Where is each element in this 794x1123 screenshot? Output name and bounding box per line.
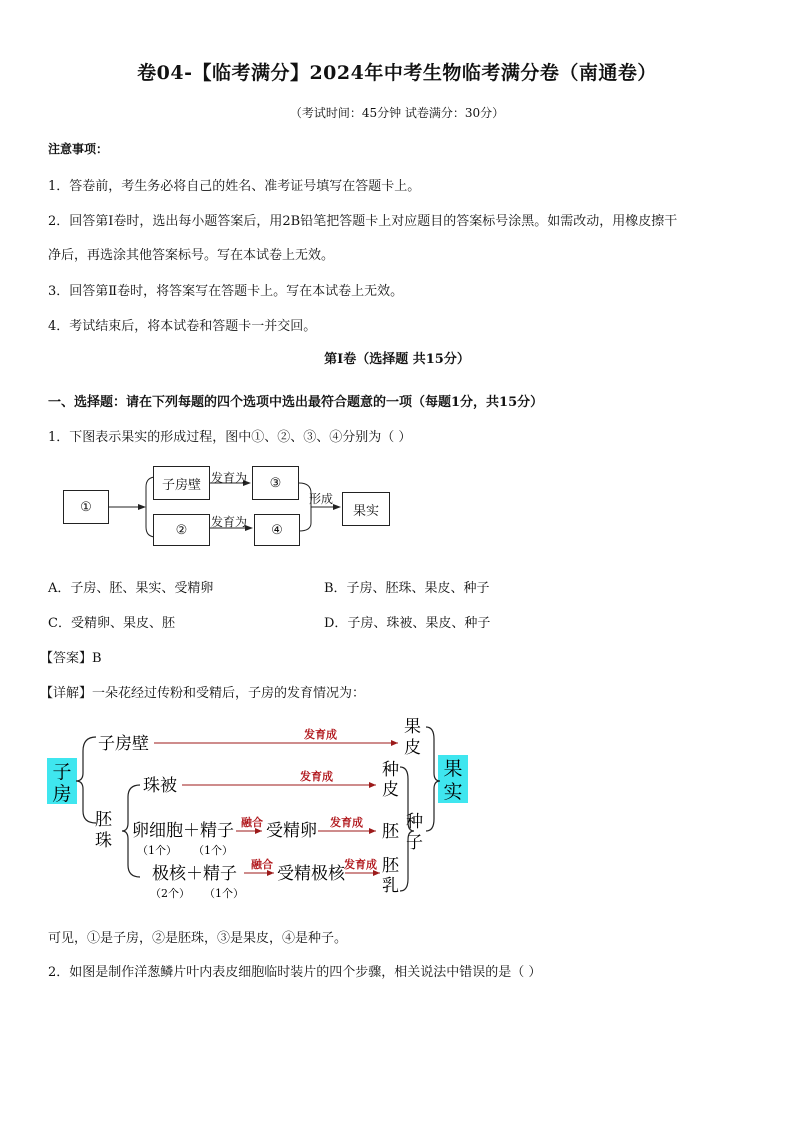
develop-label-b: 发育成 [300,770,333,783]
label-form: 形成 [309,492,334,506]
fruit-char-2: 实 [443,781,463,803]
box-ovary-unknown: ① [63,490,109,524]
question-1-stem: 1．下图表示果实的形成过程，图中①、②、③、④分别为（ ） [48,430,412,445]
count-egg: （1个） [137,844,177,857]
option-c: C．受精卵、果皮、胚 [48,616,175,631]
develop-label-a: 发育成 [304,728,337,741]
detail-line [40,682,365,701]
count-sperm-1: （1个） [193,844,233,857]
ovary-wall: 子房壁 [98,734,149,754]
diagram-connectors [0,455,794,565]
option-d: D．子房、珠被、果皮、种子 [324,616,491,631]
pericarp-char-2: 皮 [404,738,421,758]
question-2-stem: 2．如图是制作洋葱鳞片叶内表皮细胞临时装片的四个步骤，相关说法中错误的是（ ） [48,965,542,980]
box-fruit: 果实 [342,492,390,526]
box-pericarp-unknown: ③ [252,466,299,500]
ovule-char-2: 珠 [95,831,112,851]
option-a: A．子房、胚、果实、受精卵 [48,581,214,596]
option-b: B．子房、胚珠、果皮、种子 [324,581,490,596]
note-item-1: 1．答卷前，考生务必将自己的姓名、准考证号填写在答题卡上。 [48,179,421,194]
fruit-char-1: 果 [443,758,463,780]
conclusion: 可见，①是子房，②是胚珠，③是果皮，④是种子。 [48,931,348,946]
integument: 珠被 [143,776,177,796]
seed-char-1: 种 [406,812,423,832]
note-item-4: 4．考试结束后，将本试卷和答题卡一并交回。 [48,319,317,334]
box-ovary-wall: 子房壁 [153,466,210,500]
note-item-2: 2．回答第Ⅰ卷时，选出每小题答案后，用2B铅笔把答题卡上对应题目的答案标号涂黑。如需改动，用橡皮擦干 [48,214,678,229]
egg-plus-sperm: 卵细胞＋精子 [132,821,234,841]
zygote: 受精卵 [266,821,317,841]
pericarp-char-1: 果 [404,717,421,737]
box-ovule-unknown: ② [153,514,210,546]
fuse-label-2: 融合 [251,858,273,871]
ovary-development-figure [0,707,794,912]
page-title: 卷04-【临考满分】2024年中考生物临考满分卷（南通卷） [137,62,657,84]
fuse-label-1: 融合 [241,816,263,829]
part-heading: 一、选择题：请在下列每题的四个选项中选出最符合题意的一项（每题1分，共15分） [48,395,544,410]
ovule-char-1: 胚 [95,810,112,830]
endosperm-char-1: 胚 [382,856,399,876]
polar-plus-sperm: 极核＋精子 [152,864,237,884]
count-polar: （2个） [150,887,190,900]
box-seed-unknown: ④ [254,514,300,546]
label-develop-1: 发育为 [211,471,248,485]
fruit-formation-diagram [0,455,794,565]
detail-label: 【详解】 [40,686,93,701]
embryo: 胚 [382,822,399,842]
fertilized-polar: 受精极核 [277,864,345,884]
note-item-3: 3．回答第Ⅱ卷时，将答案写在答题卡上。写在本试卷上无效。 [48,284,404,299]
answer: 【答案】B [40,651,102,666]
develop-label-c: 发育成 [330,816,363,829]
ovary-char-1: 子 [52,761,72,783]
seedcoat-char-1: 种 [382,760,399,780]
seedcoat-char-2: 皮 [382,780,399,800]
develop-label-d: 发育成 [344,858,377,871]
exam-info: （考试时间：45分钟 试卷满分：30分） [289,106,505,120]
count-sperm-2: （1个） [204,887,244,900]
ovary-char-2: 房 [52,783,72,805]
endosperm-char-2: 乳 [382,876,399,896]
notes-heading: 注意事项： [48,142,109,156]
detail-text: 一朵花经过传粉和受精后，子房的发育情况为： [92,686,366,701]
label-develop-2: 发育为 [211,515,248,529]
seed-char-2: 子 [406,833,423,853]
note-item-2-cont: 净后，再选涂其他答案标号。写在本试卷上无效。 [48,248,335,263]
section-heading: 第Ⅰ卷（选择题 共15分） [324,352,470,367]
